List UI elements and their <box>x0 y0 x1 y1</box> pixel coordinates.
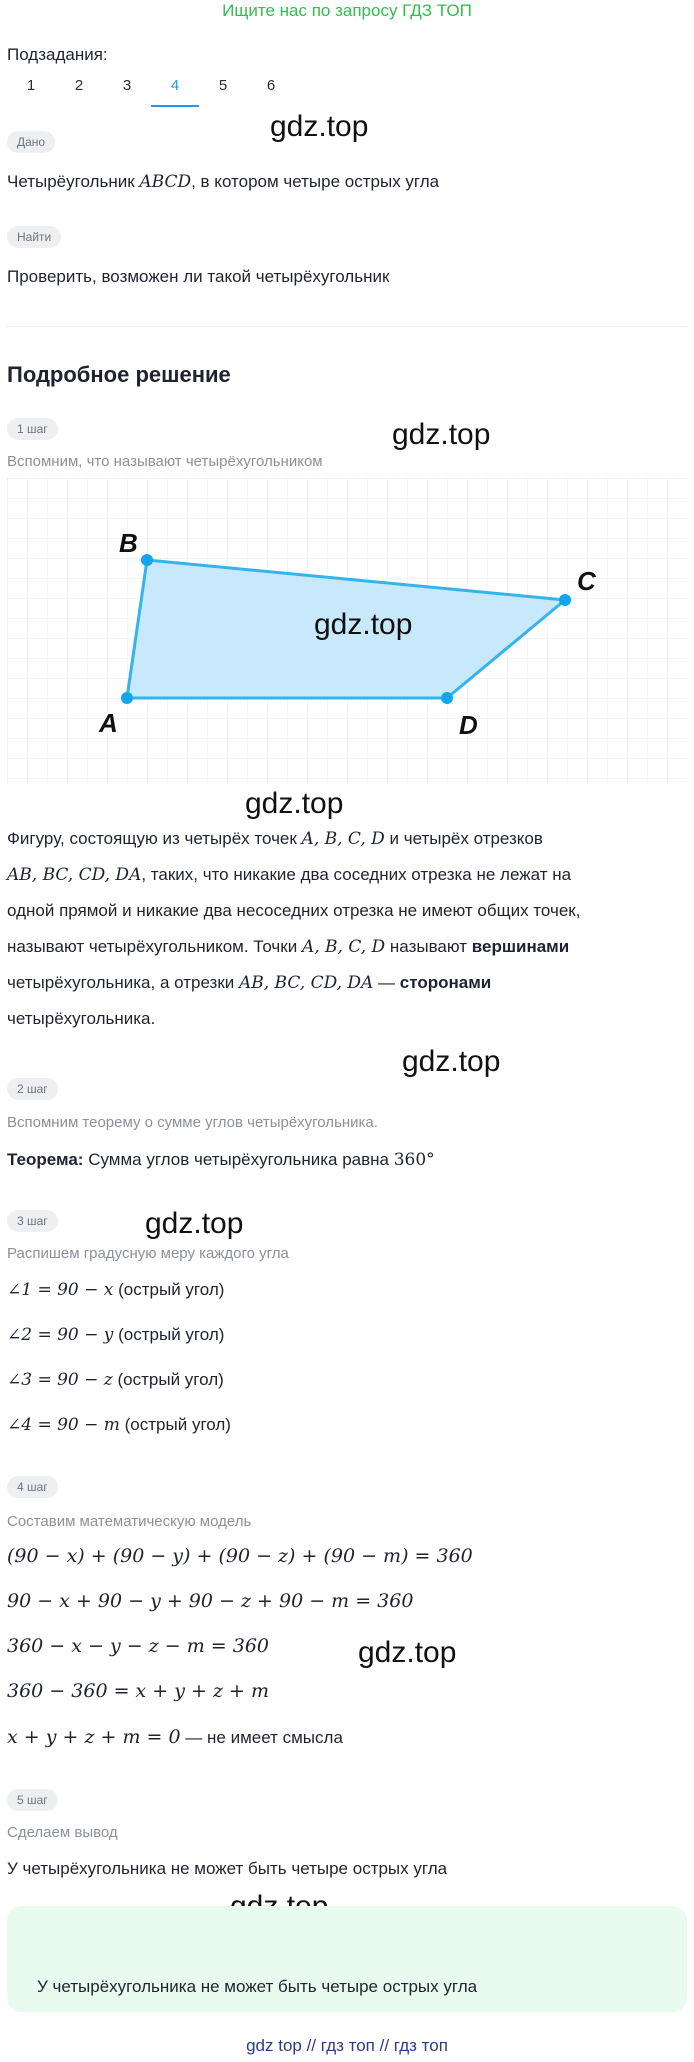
vertex-b-label: B <box>119 528 138 558</box>
step5-caption: Сделаем вывод <box>7 1824 118 1841</box>
step2-caption: Вспомним теорему о сумме углов четырёхугольника. <box>7 1114 378 1131</box>
vertex-d-label: D <box>459 710 478 740</box>
watermark: gdz.top <box>145 1207 244 1240</box>
equation-line-5: x + y + z + m = 0 — не имеет смысла <box>7 1726 343 1748</box>
watermark: gdz.top <box>245 787 344 820</box>
conclusion-text: У четырёхугольника не может быть четыре острых угла <box>7 1859 448 1878</box>
tab-subtask-3[interactable]: 3 <box>122 77 132 94</box>
equation-line-2: 90 − x + 90 − y + 90 − z + 90 − m = 360 <box>7 1590 414 1612</box>
given-text: Четырёугольник ABCD, в котором четыре острых угла <box>7 172 440 192</box>
subtasks-label: Подзадания: <box>7 45 108 64</box>
angle-line-2: ∠2 = 90 − y (острый угол) <box>7 1325 225 1345</box>
vertex-a-point <box>121 692 133 704</box>
vertex-d-point <box>441 692 453 704</box>
footer-links[interactable]: gdz top // гдз топ // гдз топ <box>246 2036 448 2055</box>
tab-subtask-1[interactable]: 1 <box>26 77 36 94</box>
quadrilateral-definition: Фигуру, состоящую из четырёх точек A, B, C, D и четырёх отрезков AB, BC, CD, DA, таких, что никакие два соседних отрезка не лежат на одной прямой и никакие два несоседних отрезка не имеют общих точек, называют четырёхугольником. Точки A, B, C, D называют вершинами четырёхугольника, а отрезки AB, BC, CD, DA — сторонами четырёхугольника. <box>7 829 581 1028</box>
divider <box>7 326 687 327</box>
watermark: gdz.top <box>392 418 491 451</box>
equation-line-3: 360 − x − y − z − m = 360 <box>7 1635 270 1657</box>
watermark: gdz.top <box>314 608 413 641</box>
vertex-b-point <box>141 554 153 566</box>
given-badge: Дано <box>7 131 55 153</box>
step2-badge: 2 шаг <box>7 1078 58 1100</box>
tab-subtask-2[interactable]: 2 <box>74 77 84 94</box>
watermark: gdz.top <box>402 1045 501 1078</box>
search-banner: Ищите нас по запросу ГДЗ ТОП <box>222 1 472 20</box>
step5-badge: 5 шаг <box>7 1789 58 1811</box>
vertex-c-point <box>559 594 571 606</box>
step1-badge: 1 шаг <box>7 418 58 440</box>
watermark: gdz.top <box>358 1636 457 1669</box>
step4-caption: Составим математическую модель <box>7 1513 252 1530</box>
angle-line-1: ∠1 = 90 − x (острый угол) <box>7 1280 225 1300</box>
find-badge: Найти <box>7 226 61 248</box>
subtask-tabs <box>7 74 307 104</box>
answer-box <box>7 1906 687 2012</box>
find-text: Проверить, возможен ли такой четырёхугольник <box>7 267 390 286</box>
vertex-c-label: C <box>577 566 596 596</box>
quadrilateral-figure <box>7 478 687 784</box>
step1-caption: Вспомним, что называют четырёхугольником <box>7 453 323 470</box>
tab-subtask-6[interactable]: 6 <box>266 77 276 94</box>
step3-badge: 3 шаг <box>7 1210 58 1232</box>
theorem-text: Теорема: Сумма углов четырёхугольника равна 360° <box>7 1150 435 1170</box>
step3-caption: Распишем градусную меру каждого угла <box>7 1245 289 1262</box>
solution-title: Подробное решение <box>7 362 231 387</box>
angle-line-4: ∠4 = 90 − m (острый угол) <box>7 1415 231 1435</box>
tab-subtask-5[interactable]: 5 <box>218 77 228 94</box>
equation-line-4: 360 − 360 = x + y + z + m <box>7 1680 270 1702</box>
equation-line-1: (90 − x) + (90 − y) + (90 − z) + (90 − m) = 360 <box>7 1545 473 1567</box>
tab-subtask-4[interactable]: 4 <box>151 74 199 107</box>
step4-badge: 4 шаг <box>7 1476 58 1498</box>
answer-text: У четырёхугольника не может быть четыре острых угла <box>37 1977 478 1996</box>
watermark: gdz.top <box>270 110 369 143</box>
angle-line-3: ∠3 = 90 − z (острый угол) <box>7 1370 224 1390</box>
vertex-a-label: A <box>99 708 118 738</box>
